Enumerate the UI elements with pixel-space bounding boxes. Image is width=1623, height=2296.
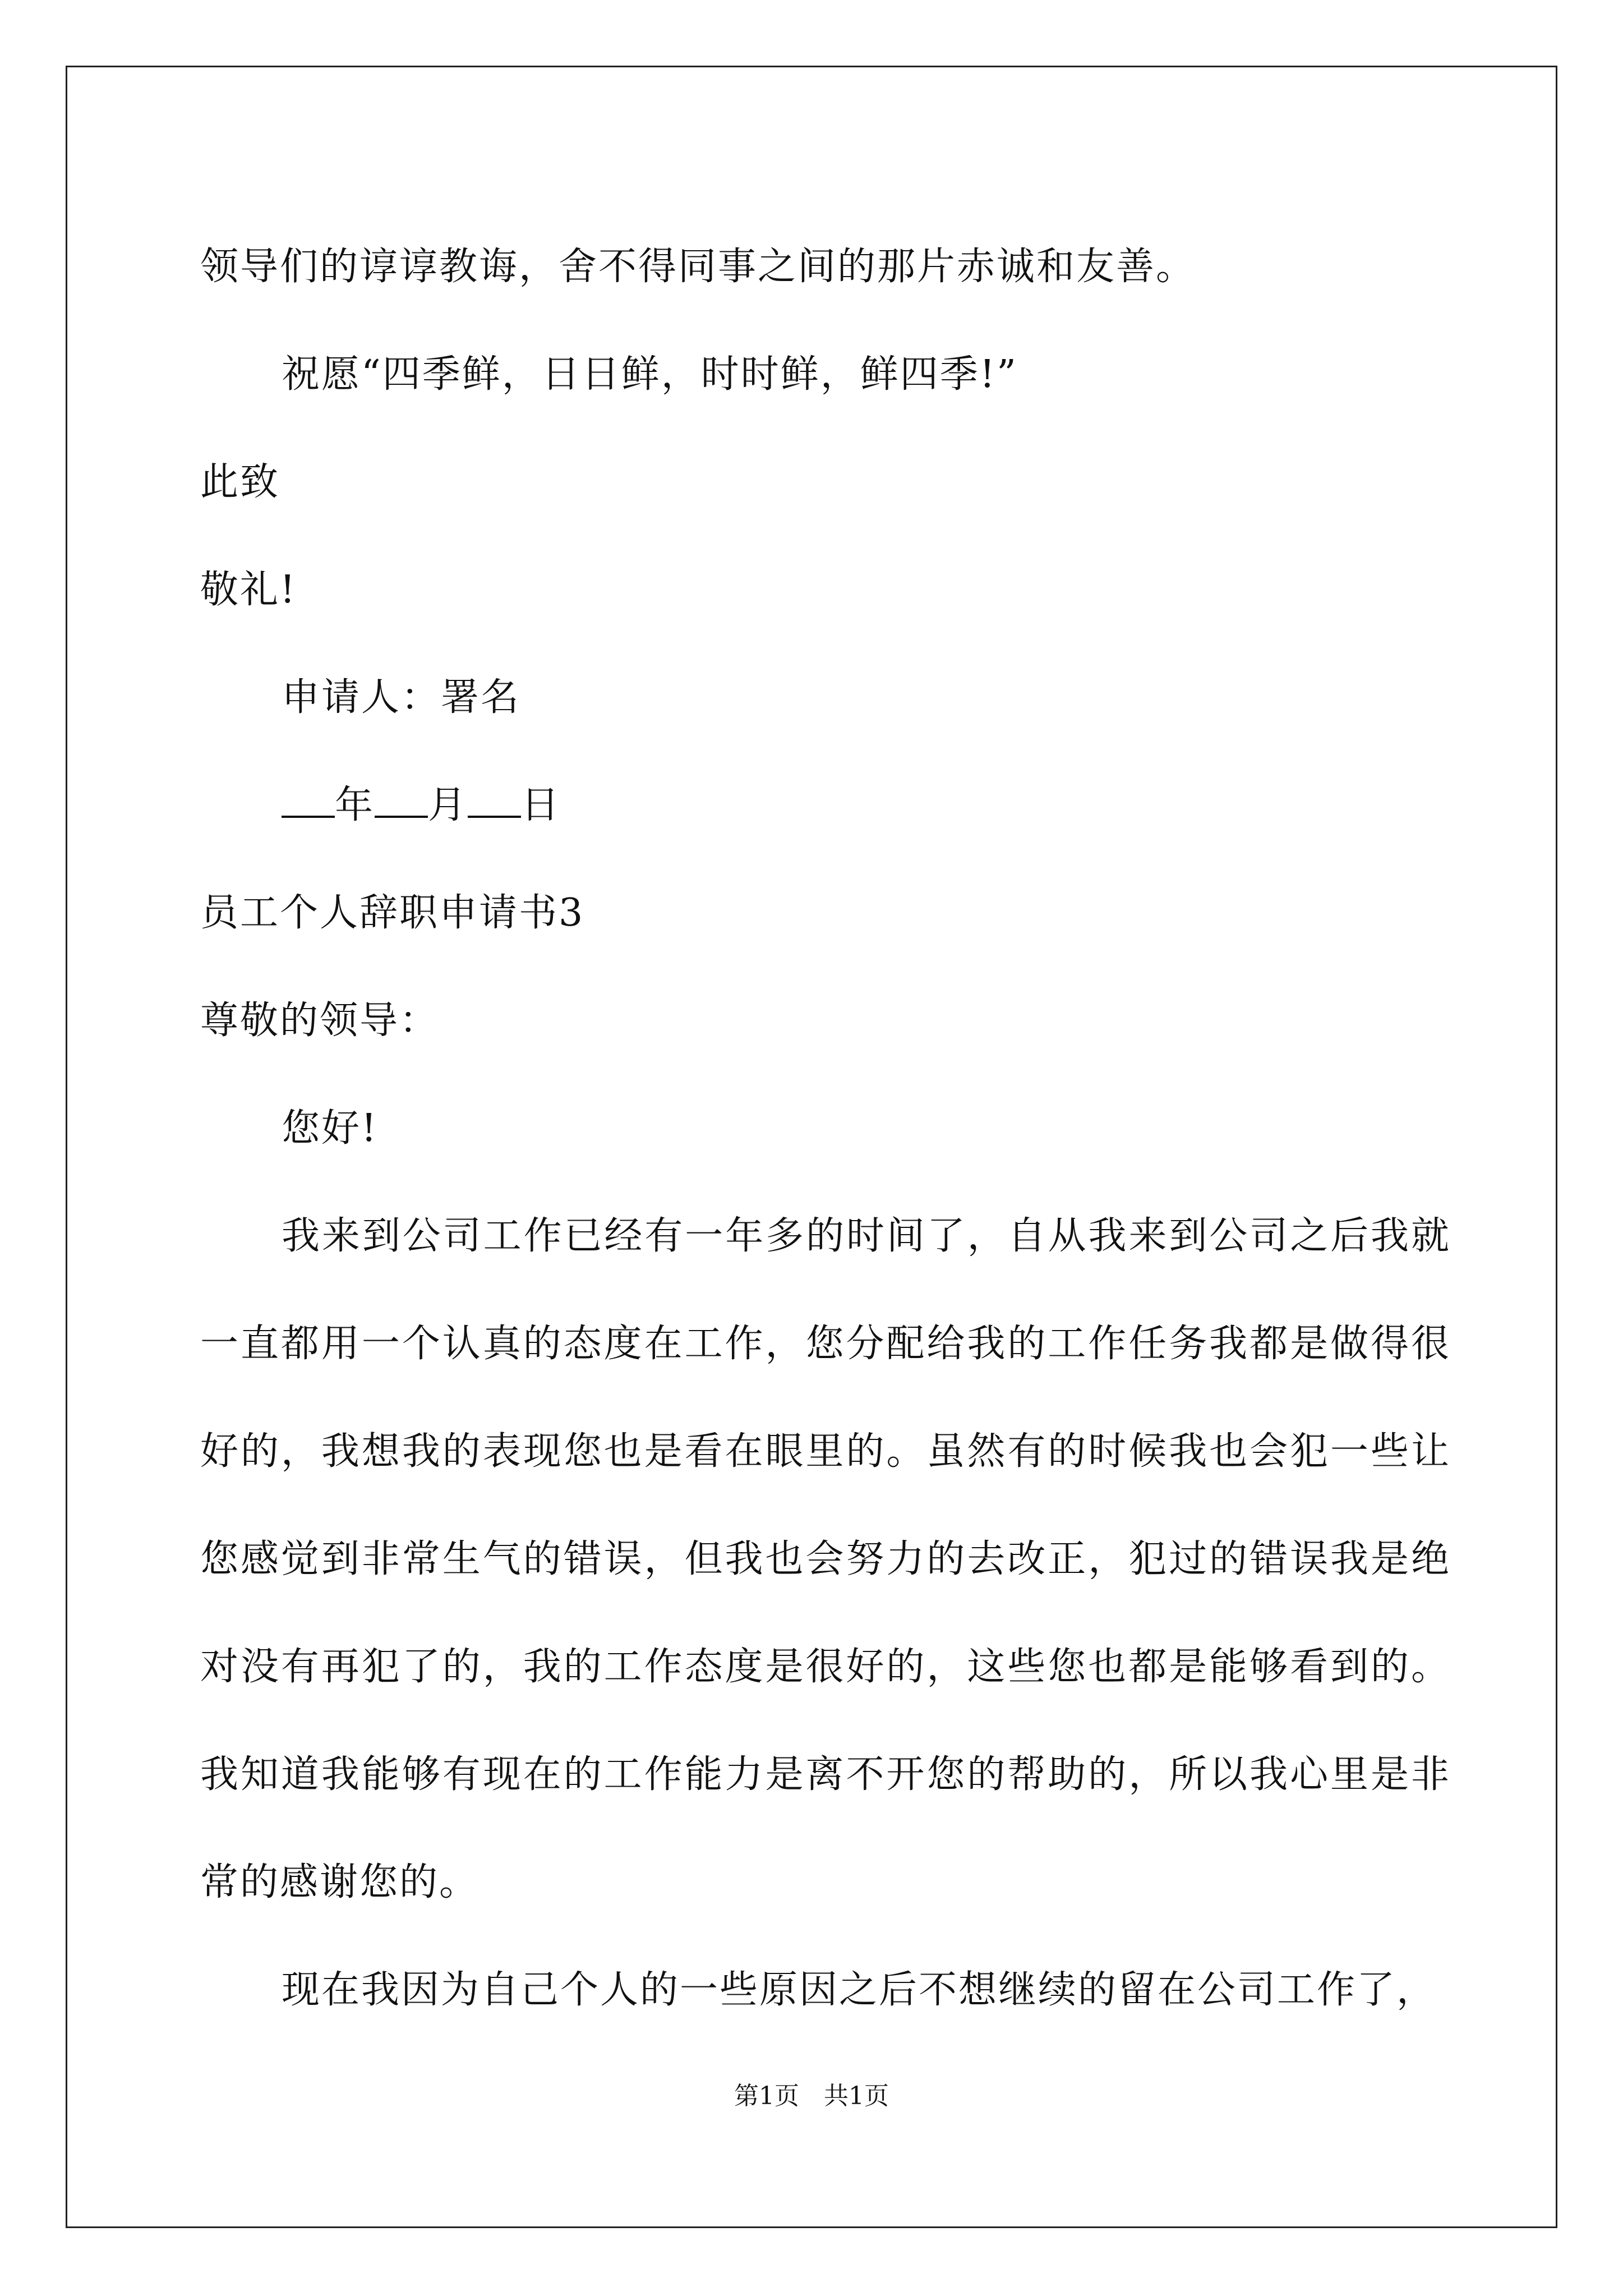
text-line: 领导们的谆谆教诲，舍不得同事之间的那片赤诚和友善。	[200, 245, 1196, 289]
body-paragraph-1: 我来到公司工作已经有一年多的时间了，自从我来到公司之后我就一直都用一个认真的态度在工作，您分配给我的工作任务我都是做得很好的，我想我的表现您也是看在眼里的。虽然有的时候我也会犯一些让您感觉到非常生气的错误，但我也会努力的去改正，犯过的错误我是绝对没有再犯了的，我的工作态度是很好的，这些您也都是能够看到的。我知道我能够有现在的工作能力是离不开您的帮助的，所以我心里是非常的感谢您的。	[200, 1214, 1451, 1904]
page-total: 共1页	[824, 2082, 889, 2110]
month-blank	[375, 786, 428, 818]
date-line	[200, 752, 1451, 859]
day-blank	[468, 786, 521, 818]
year-label: 年	[335, 783, 375, 827]
salutation: 尊敬的领导：	[200, 999, 440, 1043]
body-paragraph-2: 现在我因为自己个人的一些原因之后不想继续的留在公司工作了，	[282, 1968, 1437, 2012]
closing-ci-zhi: 此致	[200, 460, 280, 504]
section-title: 员工个人辞职申请书3	[200, 891, 585, 935]
year-blank	[282, 786, 335, 818]
greeting: 您好!	[282, 1106, 379, 1151]
closing-jing-li: 敬礼!	[200, 568, 297, 612]
applicant-signature: 申请人：署名	[282, 675, 521, 720]
wish-line: 祝愿“四季鲜，日日鲜，时时鲜，鲜四季!”	[282, 352, 1018, 397]
day-label: 日	[521, 783, 561, 827]
page-number: 第1页	[734, 2082, 799, 2110]
month-label: 月	[428, 783, 468, 827]
document-body	[200, 213, 1451, 2044]
page-footer	[0, 2076, 1623, 2111]
